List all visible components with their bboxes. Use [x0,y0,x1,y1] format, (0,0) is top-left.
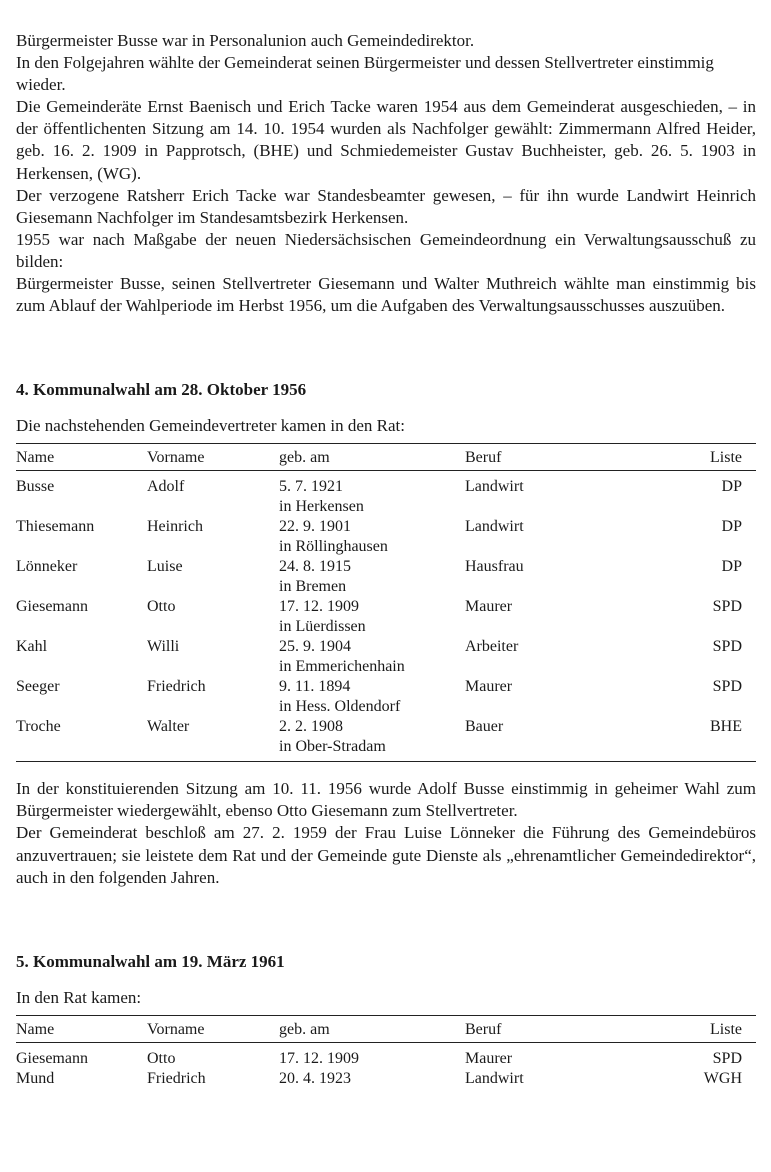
birth-date: 24. 8. 1915 [279,558,351,576]
birth-place: in Emmerichenhain [279,658,405,676]
table-row [16,517,756,557]
cell-vorname: Walter [147,718,190,736]
council-table-1956 [16,443,756,757]
cell-geb: 20. 4. 1923 [279,1069,351,1087]
cell-beruf: Landwirt [465,478,524,496]
column-header-liste: Liste [665,1015,756,1042]
birth-place: in Hess. Oldendorf [279,698,401,716]
cell-geb [279,597,465,637]
cell-name: Troche [16,718,61,736]
cell-geb [279,557,465,597]
birth-date: 17. 12. 1909 [279,598,359,616]
cell-vorname: Friedrich [147,678,206,696]
table-header-row [16,1015,756,1042]
birth-place: in Röllinghausen [279,538,388,556]
cell-beruf: Maurer [465,1049,513,1067]
section-heading: 5. Kommunalwahl am 19. März 1961 [16,951,285,971]
cell-geb [279,717,465,757]
cell-vorname: Friedrich [147,1069,206,1087]
table-header-row [16,444,756,471]
table-row [16,1042,756,1069]
cell-beruf: Landwirt [465,518,524,536]
table-intro: Die nachstehenden Gemeindevertreter kamen in den Rat: [16,416,405,436]
cell-name: Lönneker [16,558,78,576]
cell-liste: DP [721,518,742,536]
column-header-name: Name [16,1015,147,1042]
column-header-geb: geb. am [279,1015,465,1042]
table-row [16,717,756,757]
column-header-name: Name [16,444,147,471]
cell-name: Giesemann [16,598,88,616]
cell-geb: 17. 12. 1909 [279,1049,359,1067]
cell-name: Giesemann [16,1049,88,1067]
cell-liste: SPD [712,678,742,696]
table-row [16,1069,756,1089]
birth-place: in Lüerdissen [279,618,366,636]
cell-beruf: Maurer [465,598,513,616]
cell-vorname: Adolf [147,478,185,496]
council-table-1961 [16,1015,756,1089]
birth-place: in Bremen [279,578,347,596]
section4-text-block [16,778,756,888]
cell-vorname: Willi [147,638,180,656]
cell-beruf: Maurer [465,678,513,696]
cell-liste: BHE [710,718,742,736]
birth-date: 22. 9. 1901 [279,518,351,536]
cell-beruf: Arbeiter [465,638,519,656]
cell-geb [279,677,465,717]
paragraph: In der konstituierenden Sitzung am 10. 11. 1956 wurde Adolf Busse einstimmig in geheimer Wahl zum Bürgermeister wiedergewählt, ebenso Otto Giesemann zum Stellvertreter. [16,779,756,821]
table-row [16,471,756,518]
cell-liste: SPD [712,1049,742,1067]
paragraph: Bürgermeister Busse war in Personalunion auch Gemeindedirektor. [16,31,475,50]
birth-place: in Ober-Stradam [279,738,386,756]
column-header-beruf: Beruf [465,444,665,471]
cell-vorname: Otto [147,1049,176,1067]
cell-name: Kahl [16,638,48,656]
cell-vorname: Otto [147,598,176,616]
cell-vorname: Luise [147,558,183,576]
intro-text-block [16,30,756,317]
paragraph: Die Gemeinderäte Ernst Baenisch und Erich Tacke waren 1954 aus dem Gemeinderat ausgeschieden, – in der öffentlichenten Sitzung am 14. 10. 1954 wurden als Nachfolger gewählt: Zimmermann Alfred Heider, geb. 16. 2. 1909 in Papprotsch, (BHE) und Schmiedemeister Gustav Buchheister, geb. 26. 5. 1903 in Herkensen, (WG). [16,97,756,183]
column-header-vorname: Vorname [147,1015,279,1042]
paragraph: Bürgermeister Busse, seinen Stellvertreter Giesemann und Walter Muthreich wählte man einstimmig bis zum Ablauf der Wahlperiode im Herbst 1956, um die Aufgaben des Verwaltungsausschusses auszuüben. [16,274,756,316]
birth-date: 2. 2. 1908 [279,718,343,736]
column-header-geb: geb. am [279,444,465,471]
cell-liste: DP [721,558,742,576]
cell-liste: DP [721,478,742,496]
column-header-beruf: Beruf [465,1015,665,1042]
cell-name: Thiesemann [16,518,95,536]
cell-name: Mund [16,1069,55,1087]
cell-liste: WGH [703,1069,742,1087]
table-intro: In den Rat kamen: [16,987,142,1007]
birth-date: 9. 11. 1894 [279,678,351,696]
cell-name: Busse [16,478,55,496]
table-row [16,557,756,597]
section-heading: 4. Kommunalwahl am 28. Oktober 1956 [16,380,307,400]
column-header-vorname: Vorname [147,444,279,471]
cell-liste: SPD [712,598,742,616]
paragraph: Der verzogene Ratsherr Erich Tacke war Standesbeamter gewesen, – für ihn wurde Landwirt Heinrich Giesemann Nachfolger im Standesamtsbezirk Herkensen. [16,185,756,227]
table-row [16,637,756,677]
cell-beruf: Hausfrau [465,558,524,576]
document-page [16,30,756,1089]
paragraph: In den Folgejahren wählte der Gemeinderat seinen Bürgermeister und dessen Stellvertreter einstimmig wieder. [16,53,714,95]
cell-beruf: Landwirt [465,1069,524,1087]
cell-geb [279,517,465,557]
cell-liste: SPD [712,638,742,656]
cell-vorname: Heinrich [147,518,203,536]
birth-date: 25. 9. 1904 [279,638,351,656]
cell-geb [279,471,465,518]
table-row [16,597,756,637]
table-row [16,677,756,717]
cell-beruf: Bauer [465,718,504,736]
birth-place: in Herkensen [279,498,364,516]
cell-name: Seeger [16,678,60,696]
column-header-liste: Liste [665,444,756,471]
birth-date: 5. 7. 1921 [279,478,343,496]
cell-geb [279,637,465,677]
paragraph: 1955 war nach Maßgabe der neuen Niedersächsischen Gemeindeordnung ein Verwaltungsausschuß zu bilden: [16,229,756,271]
paragraph: Der Gemeinderat beschloß am 27. 2. 1959 der Frau Luise Lönneker die Führung des Gemeindebüros anzuvertrauen; sie leistete dem Rat und der Gemeinde gute Dienste als „ehrenamtlicher Gemeindedirektor“, auch in den folgenden Jahren. [16,823,756,887]
